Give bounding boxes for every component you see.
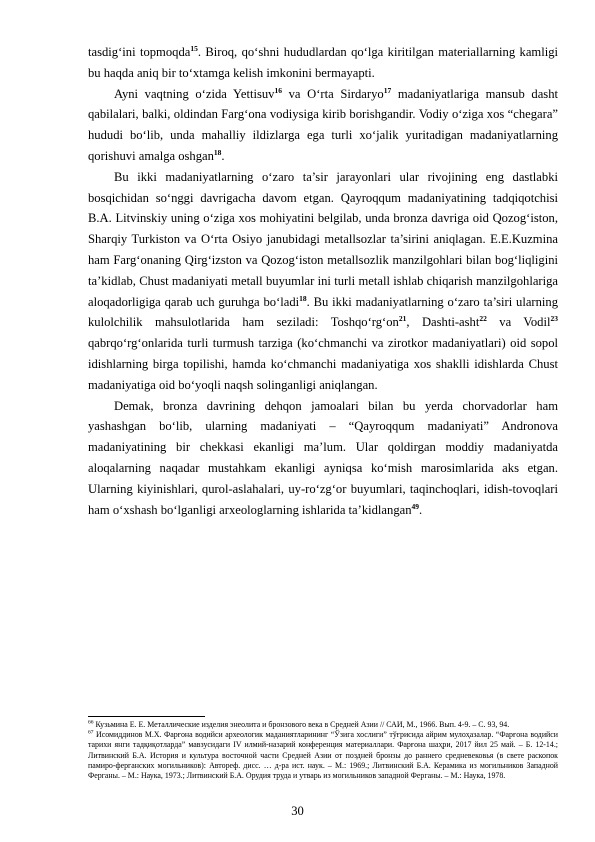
text-run: .: [221, 148, 225, 163]
page-number: 30: [291, 804, 304, 818]
footnote-marker: 16: [274, 85, 282, 95]
paragraph: [88, 84, 558, 167]
text-run: madaniyatlariga mansub dasht qabilalari, balki, oldindan Farg‘ona vodiysiga kirib borishgandir. Vodiy o‘ziga xos “chegara” hududi bo‘lib, unda mahalliy ildizlarga ega turli xo‘jalik yuritadigan madaniyatlarning qorishuvi amalga oshgan: [88, 86, 558, 163]
paragraph: [88, 396, 558, 521]
text-run: tasdig‘ini topmoqda: [88, 45, 191, 59]
text-run: Ayni vaqtning o‘zida Yettisuv: [114, 86, 275, 101]
text-run: . Bu ikki madaniyatlarning o‘zaro ta’siri ularning kulolchilik mahsulotlarida ham seziladi: Toshqo‘rg‘on: [88, 294, 558, 330]
footnote-marker: 21: [398, 314, 407, 324]
text-run: va Vodil: [486, 315, 551, 330]
text-run: .: [419, 502, 423, 517]
footnote-marker: 15: [190, 43, 198, 53]
text-run: qabrqo‘rg‘onlarida turli turmush tarziga (ko‘chmanchi va zirotkor madaniyatlari) oid sopol idishlarning birga topilishi, hamda ko‘chmanchi madaniyatiga xos shaklli idishlarda Chust madaniyatiga oid bo‘yoqli naqsh solinganligi aniqlangan.: [88, 336, 558, 392]
text-run: , Dashti-asht: [406, 315, 480, 330]
footnote: [88, 720, 558, 730]
footnote-marker: 18: [213, 147, 222, 157]
text-run: va O‘rta Sirdaryo: [281, 86, 384, 101]
footnote-marker: 66: [88, 719, 94, 726]
text-run: Bu ikki madaniyatlarning o‘zaro ta’sir jarayonlari ular rivojining eng dastlabki bosqichidan so‘nggi davrigacha davom etgan. Qayroqqum madaniyatining tadqiqotchisi B.A. Litvinskiy uning o‘ziga xos mohiyatini belgilab, unda bronza davriga oid Qozog‘iston, Sharqiy Turkiston va O‘rta Osiyo janubidagi metallsozlar ta’sirini aniqlagan. E.E.Kuzmina ham Farg‘onaning Qirg‘izston va Qozog‘iston metallsozlik manzilgohlari bilan bog‘liqligini ta’kidlab, Chust madaniyati metall buyumlar ini turli metall ishlab chiqarish manzilgohlariga aloqadorligiga qarab uch guruhga bo‘ladi: [88, 169, 558, 309]
footnote-marker: 18: [299, 293, 307, 303]
footnote-marker: 23: [550, 314, 558, 324]
main-text: [88, 42, 558, 520]
text-run: . Biroq, qo‘shni hududlardan qo‘lga kiritilgan materiallarning kamligi bu haqda aniq bir to‘xtamga kelish imkonini bermayapti.: [88, 45, 558, 80]
footnote-marker: 17: [383, 85, 392, 95]
footnote-marker: 49: [411, 501, 420, 511]
text-run: Исомиддинов М.Х. Фарғона водийси археологик маданиятларининг “Ўзига хослиги” тўғрисида айрим мулоҳазалар. “Фарғона водийси тарихи янги тадқиқотларда” мавзусидаги IV илмий-назарий конференция материаллари. Фарғона шаҳри, 2017 йил 25 май. – Б. 12-14.; Литвинский Б.А. История и культура восточной части Средней Азии от поздней бронзы до раннего средневековья (в свете раскопок памиро-ферганских могильников): Автореф. дисс. … д-ра ист. наук. – М.: 1969.; Литвинский Б.А. Керамика из могильников Западной Ферганы. – М.: Наука, 1973.; Литвинский Б.А. Орудия труда и утварь из могильников западной Ферганы. – М.: Наука, 1978.: [88, 730, 558, 781]
paragraph: [88, 42, 558, 84]
footnote-marker: 67: [88, 729, 94, 736]
text-run: Demak, bronza davrining dehqon jamoalari bilan bu yerda chorvadorlar ham yashashgan bo‘lib, ularning madaniyati – “Qayroqqum madaniyati” Andronova madaniyatining bir chekkasi ekanligi ma’lum. Ular qoldirgan moddiy madaniyatda aloqalarning naqadar mustahkam ekanligi ayniqsa ko‘mish marosimlarida aks etgan. Ularning kiyinishlari, qurol-aslahalari, uy-ro‘zg‘or buyumlari, taqinchoqlari, idish-tovoqlari ham o‘xshash bo‘lganligi arxeologlarning ishlarida ta’kidlangan: [88, 398, 558, 517]
footnote: [88, 730, 558, 781]
footnote-marker: 22: [479, 314, 487, 324]
paragraph: [88, 167, 558, 396]
footnotes: [88, 720, 558, 781]
footnote-separator: [88, 716, 205, 717]
text-run: Кузьмина Е. Е. Металлические изделия энеолита и бронзового века в Средней Азии // САИ, М., 1966. Вып. 4-9. – С. 93, 94.: [93, 720, 510, 729]
